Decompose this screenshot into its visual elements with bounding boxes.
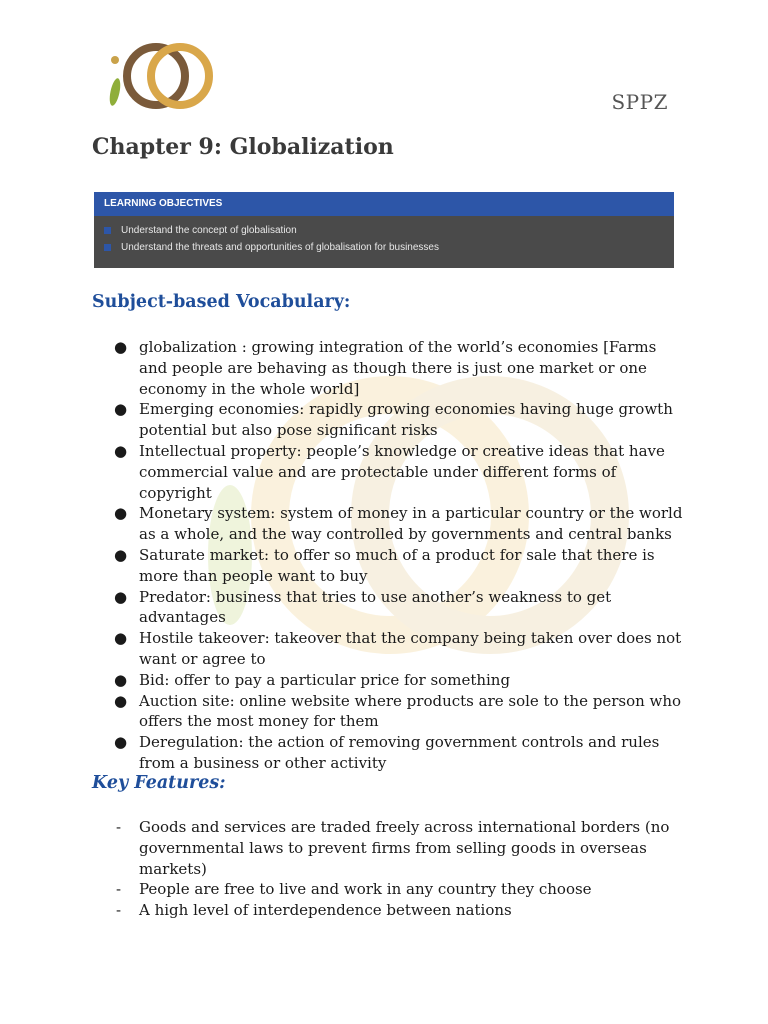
dash-bullet-icon: -	[116, 880, 122, 899]
bullet-icon: ●	[114, 691, 128, 710]
bullet-icon: ●	[114, 733, 128, 752]
feature-item	[114, 817, 684, 879]
feature-item	[114, 879, 684, 900]
bullet-icon: ●	[114, 670, 128, 689]
vocabulary-item	[114, 399, 684, 441]
vocabulary-text: Bid: offer to pay a particular price for something	[139, 670, 511, 689]
company-logo	[104, 40, 214, 112]
bullet-icon: ●	[114, 338, 128, 356]
feature-text: People are free to live and work in any country they choose	[139, 880, 592, 899]
square-bullet-icon	[104, 227, 111, 234]
vocabulary-list	[114, 337, 684, 774]
objective-text: Understand the threats and opportunities of globalisation for businesses	[121, 242, 439, 253]
vocabulary-text: Hostile takeover: takeover that the company being taken over does not want or agree to	[139, 629, 682, 668]
key-features-heading: Key Features:	[92, 773, 226, 793]
feature-text: Goods and services are traded freely across international borders (no governmental laws to prevent firms from selling goods in overseas markets)	[139, 818, 670, 878]
dash-bullet-icon: -	[116, 818, 122, 836]
learning-objectives-box	[94, 192, 674, 268]
bullet-icon: ●	[114, 545, 128, 564]
vocabulary-text: Deregulation: the action of removing government controls and rules from a business or other activity	[139, 733, 660, 772]
vocabulary-item	[114, 337, 684, 399]
vocabulary-text: Monetary system: system of money in a particular country or the world as a whole, and the way controlled by governments and central banks	[139, 504, 683, 544]
vocabulary-text: Emerging economies: rapidly growing economies having huge growth potential but also pose significant risks	[139, 400, 673, 440]
feature-text: A high level of interdependence between nations	[139, 901, 512, 920]
vocabulary-item	[114, 545, 684, 587]
dash-bullet-icon: -	[116, 901, 122, 920]
bullet-icon: ●	[114, 441, 128, 460]
vocabulary-item	[114, 587, 684, 629]
chapter-title: Chapter 9: Globalization	[92, 134, 394, 160]
vocabulary-text: Auction site: online website where products are sole to the person who offers the most money for them	[139, 691, 682, 731]
bullet-icon: ●	[114, 504, 128, 523]
key-features-list	[114, 817, 684, 921]
bullet-icon: ●	[114, 587, 128, 606]
bullet-icon: ●	[114, 400, 128, 419]
vocabulary-item	[114, 628, 684, 670]
vocabulary-item	[114, 670, 684, 691]
vocabulary-item	[114, 691, 684, 733]
vocabulary-text: Predator: business that tries to use another’s weakness to get advantages	[139, 587, 612, 627]
learning-objectives-heading: LEARNING OBJECTIVES	[94, 192, 674, 216]
header-code: SPPZ	[611, 90, 668, 114]
vocabulary-text: globalization : growing integration of the world’s economies [Farms and people are behaving as though there is just one market or one economy in the whole world]	[139, 338, 657, 398]
objective-text: Understand the concept of globalisation	[121, 225, 297, 236]
vocabulary-item	[114, 503, 684, 545]
feature-item	[114, 900, 684, 921]
vocabulary-text: Saturate market: to offer so much of a product for sale that there is more than people want to buy	[139, 545, 655, 585]
square-bullet-icon	[104, 244, 111, 251]
objective-item	[104, 239, 674, 256]
vocabulary-item	[114, 732, 684, 774]
objective-item	[104, 222, 674, 239]
vocabulary-heading: Subject-based Vocabulary:	[92, 292, 351, 312]
bullet-icon: ●	[114, 629, 128, 648]
vocabulary-item	[114, 441, 684, 503]
vocabulary-text: Intellectual property: people’s knowledge or creative ideas that have commercial value and are protectable under different forms of copyright	[139, 441, 665, 502]
objectives-list	[94, 216, 674, 256]
